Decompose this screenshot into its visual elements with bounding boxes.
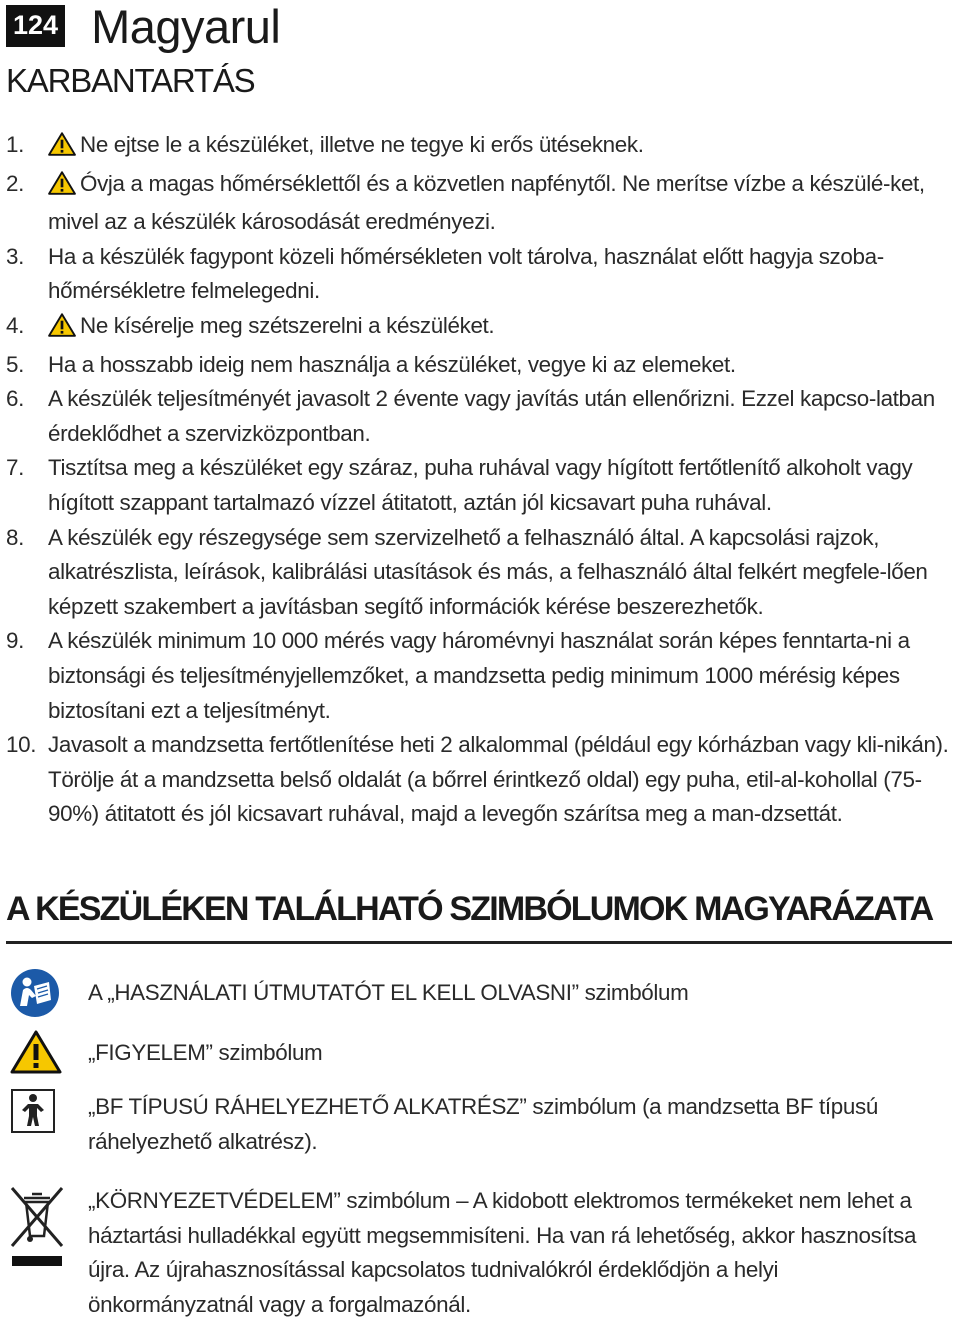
list-item [6,309,951,348]
maintenance-list [6,128,951,832]
list-item [6,728,951,832]
bf-type-part-icon [10,1088,56,1139]
language-title: Magyarul [91,0,281,53]
read-manual-icon [10,968,60,1023]
item-number: 7. [6,455,24,481]
item-number: 5. [6,351,24,377]
symbol-text-warning: „FIGYELEM” szimbólum [88,1040,323,1065]
symbol-text-read-manual: A „HASZNÁLATI ÚTMUTATÓT EL KELL OLVASNI” szimbólum [88,980,689,1005]
item-number: 3. [6,243,24,269]
list-item [6,348,951,383]
warning-icon [48,313,76,348]
item-number: 2. [6,170,24,196]
list-item [6,167,951,240]
item-number: 6. [6,386,24,412]
item-text: A készülék teljesítményét javasolt 2 évente vagy javítás után ellenőrizni. Ezzel kapcso-latban érdeklődhet a szervizközpontban. [48,386,935,446]
list-item [6,521,951,625]
item-text: A készülék egy részegysége sem szervizelhető a felhasználó által. A kapcsolási rajzok, alkatrészlista, leírások, kalibrálási utasítások és más, a felhasználó által felkért megfele-lően képzett szakembert a javításban segítő információk kérése beszerezhetők. [48,524,928,619]
item-number: 8. [6,524,24,550]
list-item [6,382,951,451]
list-item [6,240,951,309]
item-text: Tisztítsa meg a készüléket egy száraz, puha ruhával vagy hígított fertőtlenítő alkoholt vagy hígított szappant tartalmazó vízzel átitatott, aztán jól kicsavart puha ruhával. [48,455,913,515]
item-text: Óvja a magas hőmérséklettől és a közvetlen napfénytől. Ne merítse vízbe a készülé-ket, mivel az a készülék károsodását eredményezi. [48,170,925,235]
section-title: KARBANTARTÁS [6,62,255,99]
item-text: Ne kísérelje meg szétszerelni a készüléket. [80,312,495,338]
item-text: Javasolt a mandzsetta fertőtlenítése heti 2 alkalommal (például egy kórházban vagy kli-nikán). Törölje át a mandzsetta belső oldalát (a bőrrel érintkező oldal) egy puha, etil-al-kohollal (75-90%) átitatott és jól kicsavart ruhával, majd a levegőn szárítsa meg a man-dzsettát. [48,732,949,827]
item-text: Ha a hosszabb ideig nem használja a készüléket, vegye ki az elemeket. [48,351,736,377]
symbol-text-bf-type: „BF TÍPUSÚ RÁHELYEZHETŐ ALKATRÉSZ” szimbólum (a mandzsetta BF típusú ráhelyezhető alkatrész). [88,1094,878,1154]
list-item [6,624,951,728]
item-number: 10. [6,732,37,758]
symbol-text-weee: „KÖRNYEZETVÉDELEM” szimbólum – A kidobott elektromos termékeket nem lehet a háztartási hulladékkal együtt megsemmisíteni. Ha van rá lehetőség, akkor hasznosítsa újra. Az újrahasznosítással kapcsolatos tudnivalókról érdeklődjön a helyi önkormányzatnál vagy a forgalmazónál. [88,1188,917,1317]
symbols-title: A KÉSZÜLÉKEN TALÁLHATÓ SZIMBÓLUMOK MAGYARÁZATA [6,890,933,928]
warning-icon [48,171,76,206]
page-header [6,0,281,53]
item-text: Ha a készülék fagypont közeli hőmérsékleten volt tárolva, használat előtt hagyja szoba-hőmérsékletre felmelegedni. [48,243,884,304]
warning-icon [48,132,76,167]
page-number: 124 [6,5,65,47]
divider [6,941,952,944]
weee-bin-icon [10,1184,64,1275]
warning-icon [10,1030,62,1079]
item-number: 9. [6,628,24,654]
item-text: A készülék minimum 10 000 mérés vagy háromévnyi használat során képes fenntarta-ni a biztonsági és teljesítményjellemzőket, a mandzsetta pedig minimum 1000 mérésig képes biztosítani ezt a teljesítményt. [48,628,910,723]
list-item [6,128,951,167]
item-number: 1. [6,132,24,157]
item-text: Ne ejtse le a készüléket, illetve ne tegye ki erős ütéseknek. [80,132,644,157]
list-item [6,451,951,520]
item-number: 4. [6,312,24,338]
